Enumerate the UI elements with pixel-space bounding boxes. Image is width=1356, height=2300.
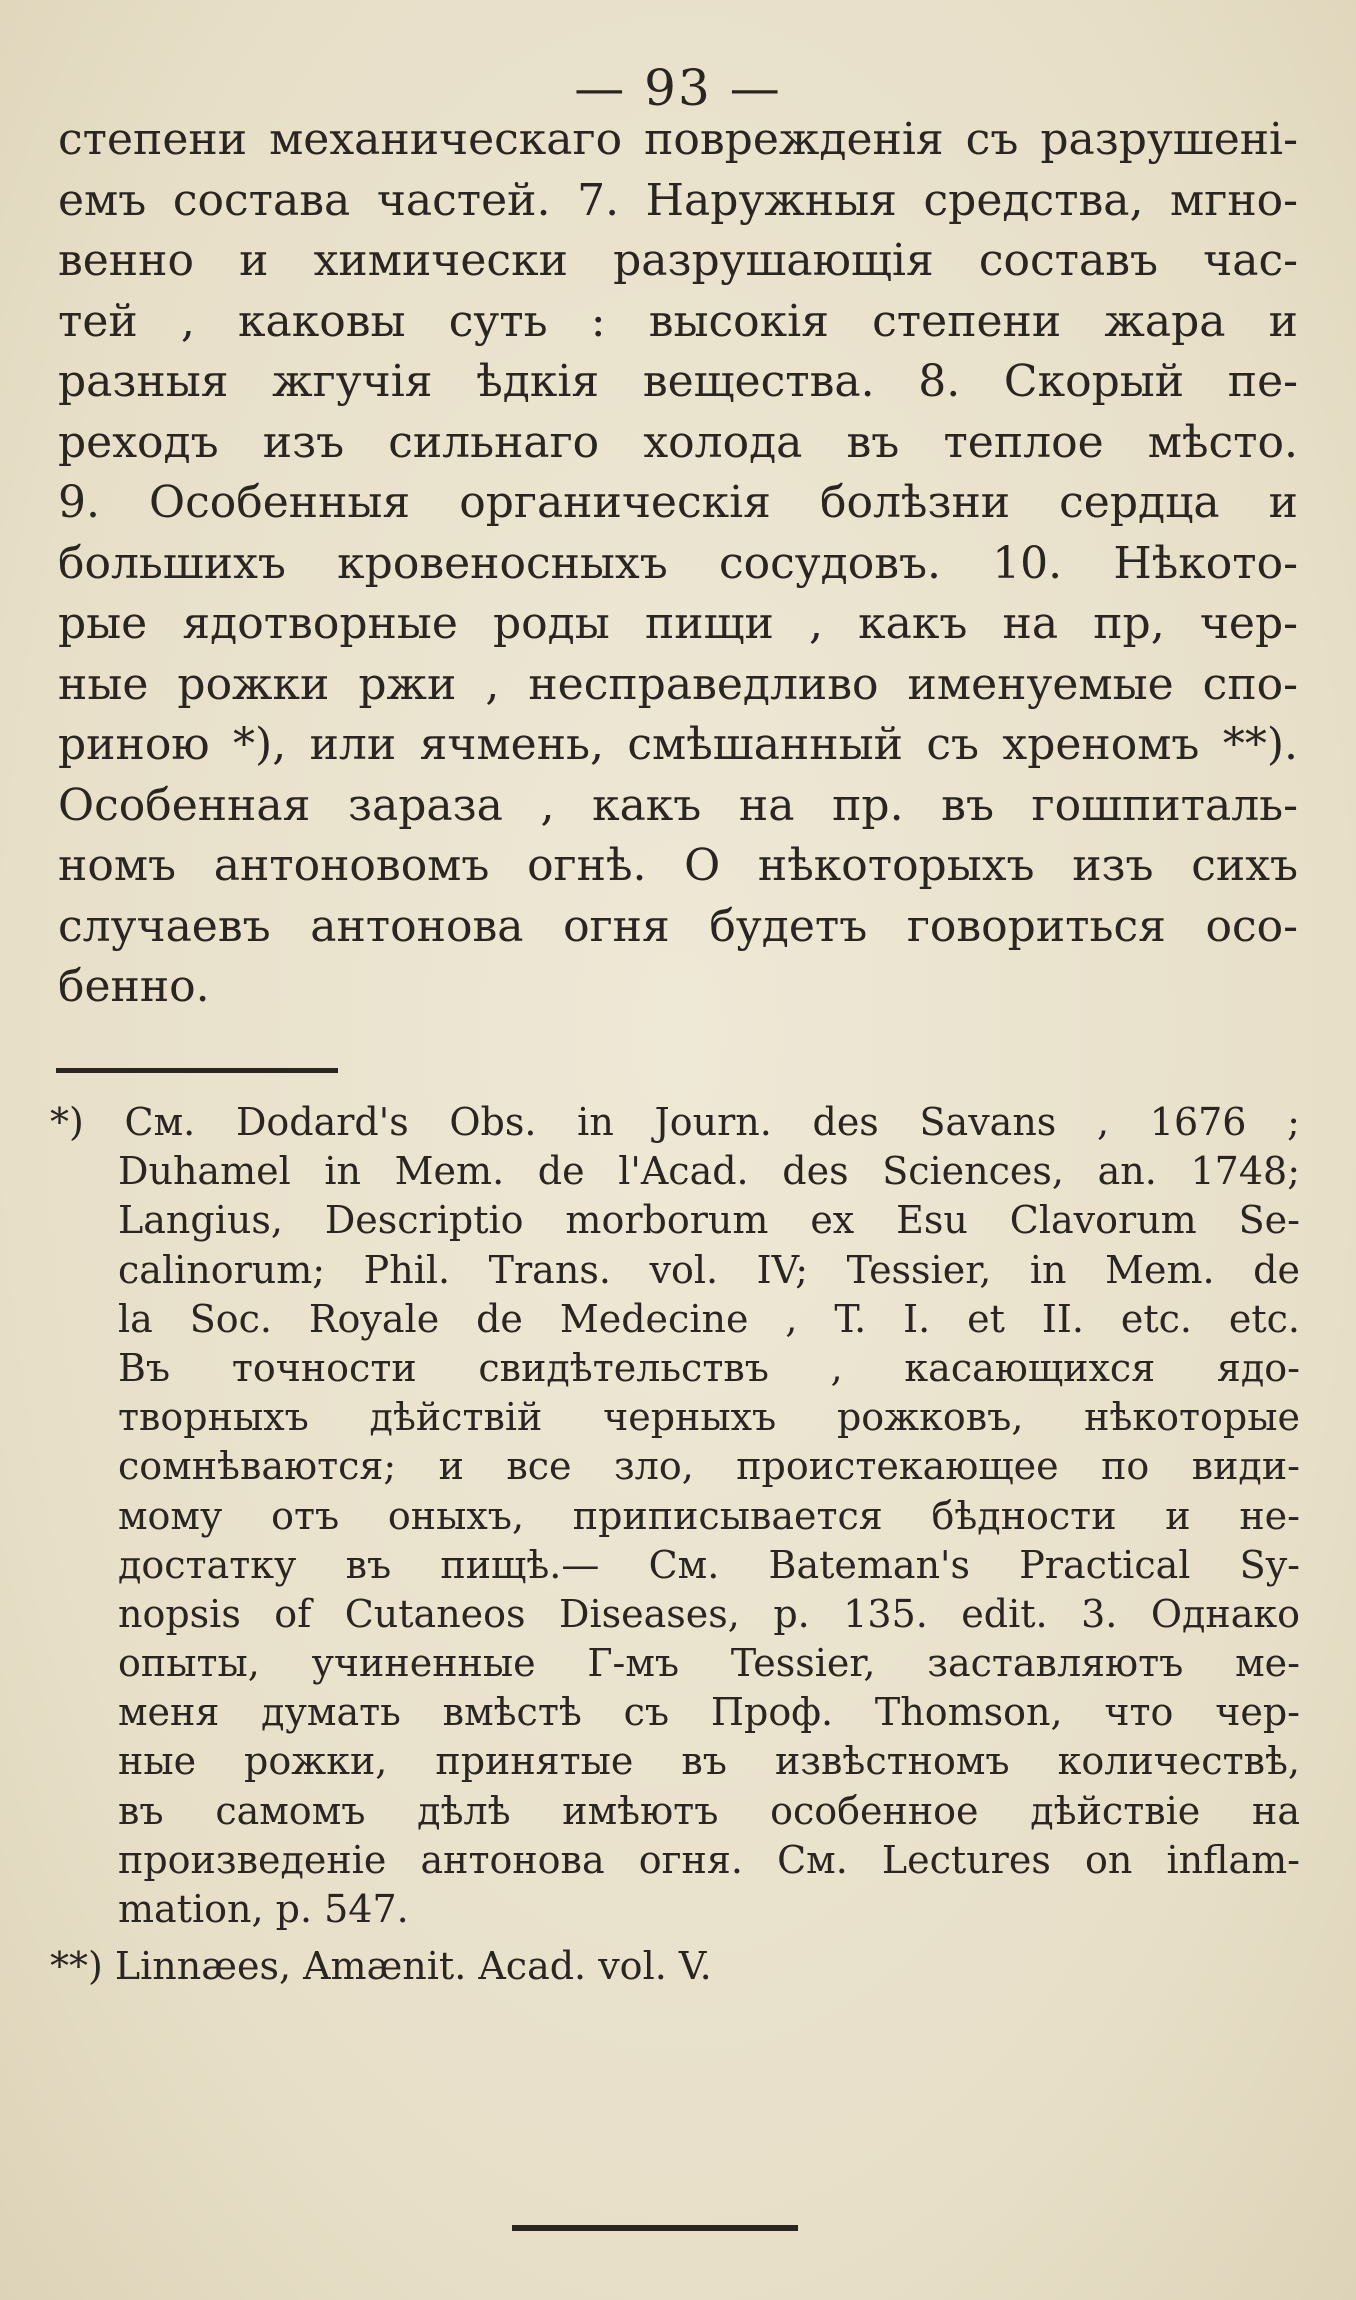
main-text-line: случаевъ антонова огня будетъ говориться осо- (58, 900, 1298, 952)
footnote-line: сомнѣваются; и все зло, проистекающее по види- (118, 1444, 1300, 1489)
main-text-line: риною *), или ячмень, смѣшанный съ хреномъ **). (58, 719, 1298, 770)
footnote-line: достатку въ пищѣ.— См. Bateman's Practical Sy- (118, 1542, 1300, 1587)
footnote-line: la Soc. Royale de Medecine , T. I. et II. etc. etc. (118, 1296, 1300, 1341)
footnotes-block (50, 1098, 1300, 1991)
footnote-line: Въ точности свидѣтельствъ , касающихся ядо- (118, 1345, 1300, 1390)
main-text-line: большихъ кровеносныхъ сосудовъ. 10. Нѣкото- (58, 537, 1298, 589)
main-text-line: емъ состава частей. 7. Наружныя средства, мгно- (58, 174, 1298, 226)
footnote-line: **) Linnæes, Amænit. Acad. vol. V. (50, 1944, 712, 1989)
footnote-line: опыты, учиненные Г-мъ Tessier, заставляютъ ме- (118, 1641, 1300, 1686)
main-text-block (58, 110, 1298, 1018)
footnote-line: ные рожки, принятые въ извѣстномъ количествѣ, (118, 1739, 1300, 1784)
footnote-separator-rule (56, 1068, 338, 1073)
footnote-line: Duhamel in Mem. de l'Acad. des Sciences, an. 1748; (118, 1149, 1300, 1194)
main-text-line: бенно. (58, 961, 210, 1012)
footnote-line: въ самомъ дѣлѣ имѣютъ особенное дѣйствіе на (118, 1788, 1300, 1833)
footnote-line: произведеніе антонова огня. См. Lectures on inflam- (118, 1837, 1300, 1882)
footnote-line: меня думать вмѣстѣ съ Проф. Thomson, что чер- (118, 1690, 1300, 1735)
footnote-line: творныхъ дѣйствій черныхъ рожковъ, нѣкоторые (118, 1395, 1300, 1440)
footnote-line: nopsis of Cutaneos Diseases, p. 135. edit. 3. Однако (118, 1591, 1300, 1636)
main-text-line: тей , каковы суть : высокія степени жара и (58, 295, 1298, 347)
main-text-line: Особенная зараза , какъ на пр. въ гошпиталь- (58, 779, 1298, 831)
main-text-line: рые ядотворные роды пищи , какъ на пр, чер- (58, 598, 1298, 649)
footnote-line: *) См. Dodard's Obs. in Journ. des Savans , 1676 ; (50, 1100, 1300, 1144)
footnote-line: calinorum; Phil. Trans. vol. IV; Tessier, in Mem. de (118, 1247, 1300, 1292)
main-text-line: степени механическаго поврежденія съ разрушені- (58, 114, 1298, 165)
main-text-line: 9. Особенныя органическія болѣзни сердца и (58, 477, 1298, 528)
footnote-line: Langius, Descriptio morborum ex Esu Clavorum Se- (118, 1198, 1300, 1243)
main-text-line: номъ антоновомъ огнѣ. О нѣкоторыхъ изъ сихъ (58, 840, 1298, 891)
bottom-ornament-rule (512, 2225, 798, 2231)
main-text-line: реходъ изъ сильнаго холода въ теплое мѣсто. (58, 416, 1298, 468)
footnote-line: mation, p. 547. (118, 1887, 409, 1931)
page-number: — 93 — (574, 59, 782, 117)
main-text-line: ные рожки ржи , несправедливо именуемые спо- (58, 658, 1298, 710)
main-text-line: венно и химически разрушающія составъ час- (58, 235, 1298, 286)
footnote-line: мому отъ оныхъ, приписывается бѣдности и не- (118, 1493, 1300, 1538)
main-text-line: разныя жгучія ѣдкія вещества. 8. Скорый пе- (58, 356, 1298, 407)
